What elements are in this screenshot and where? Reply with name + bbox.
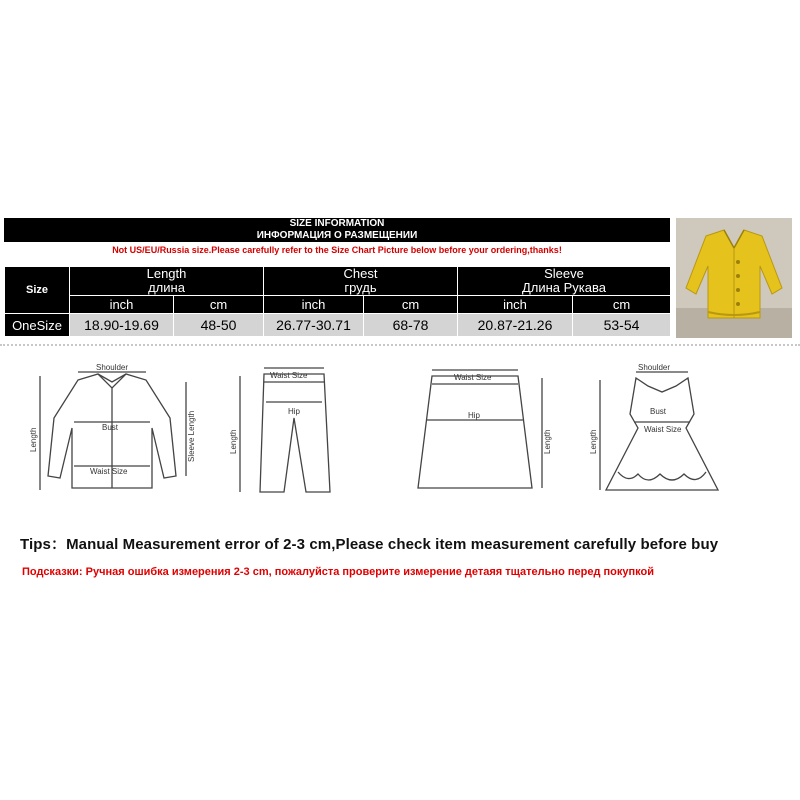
divider xyxy=(0,344,800,346)
shirt-bust-label: Bust xyxy=(102,423,119,432)
unit-header: cm xyxy=(573,296,671,314)
tips-english: Tips：Manual Measurement error of 2-3 cm,Please check item measurement carefully before buy xyxy=(20,536,719,553)
table-row xyxy=(5,314,671,337)
chest-header xyxy=(264,267,458,296)
yellow-cardigan-image xyxy=(676,218,792,338)
dress-shoulder-label: Shoulder xyxy=(638,363,671,372)
unit-header: cm xyxy=(174,296,264,314)
pants-measurement-diagram xyxy=(226,362,356,504)
pants-waist-label: Waist Size xyxy=(270,371,308,380)
shirt-length-label: Length xyxy=(29,427,38,452)
unit-header: inch xyxy=(264,296,364,314)
unit-header: inch xyxy=(458,296,573,314)
pants-length-label: Length xyxy=(229,429,238,454)
value-cell: 68-78 xyxy=(364,314,458,337)
skirt-measurement-diagram xyxy=(404,362,564,504)
value-cell: 26.77-30.71 xyxy=(264,314,364,337)
skirt-waist-label: Waist Size xyxy=(454,373,492,382)
length-label-ru: длина xyxy=(148,280,185,295)
skirt-hip-label: Hip xyxy=(468,411,481,420)
size-info-title-en: SIZE INFORMATION xyxy=(289,218,385,229)
unit-header: cm xyxy=(364,296,458,314)
dress-measurement-diagram xyxy=(588,362,738,504)
value-cell: 48-50 xyxy=(174,314,264,337)
value-cell: 20.87-21.26 xyxy=(458,314,573,337)
tips-russian: Подсказки: Ручная ошибка измерения 2-3 cm, пожалуйста проверите измерение детаяя тщательно перед покупкой xyxy=(22,566,654,578)
value-cell: 18.90-19.69 xyxy=(70,314,174,337)
dress-bust-label: Bust xyxy=(650,407,667,416)
size-table xyxy=(4,266,671,337)
shirt-shoulder-label: Shoulder xyxy=(96,363,129,372)
value-cell: 53-54 xyxy=(573,314,671,337)
size-info-title-ru: ИНФОРМАЦИЯ О РАЗМЕЩЕНИИ xyxy=(256,230,418,241)
sleeve-label-ru: Длина Рукава xyxy=(521,280,607,295)
sleeve-label-en: Sleeve xyxy=(544,266,584,281)
pants-hip-label: Hip xyxy=(288,407,301,416)
chest-label-ru: грудь xyxy=(344,280,377,295)
shirt-measurement-diagram xyxy=(20,362,200,504)
sleeve-header xyxy=(458,267,671,296)
skirt-length-label: Length xyxy=(543,429,552,454)
unit-header: inch xyxy=(70,296,174,314)
size-notice: Not US/EU/Russia size.Please carefully refer to the Size Chart Picture below before your ordering,thanks! xyxy=(112,245,562,255)
length-label-en: Length xyxy=(146,266,187,281)
shirt-sleeve-label: Sleeve Length xyxy=(187,410,196,462)
chest-label-en: Chest xyxy=(343,266,378,281)
size-cell: OneSize xyxy=(5,314,70,337)
dress-length-label: Length xyxy=(589,429,598,454)
length-header xyxy=(70,267,264,296)
shirt-waist-label: Waist Size xyxy=(90,467,128,476)
dress-waist-label: Waist Size xyxy=(644,425,682,434)
size-info-banner xyxy=(4,218,670,242)
product-photo xyxy=(676,218,792,338)
size-column-header: Size xyxy=(5,267,70,314)
